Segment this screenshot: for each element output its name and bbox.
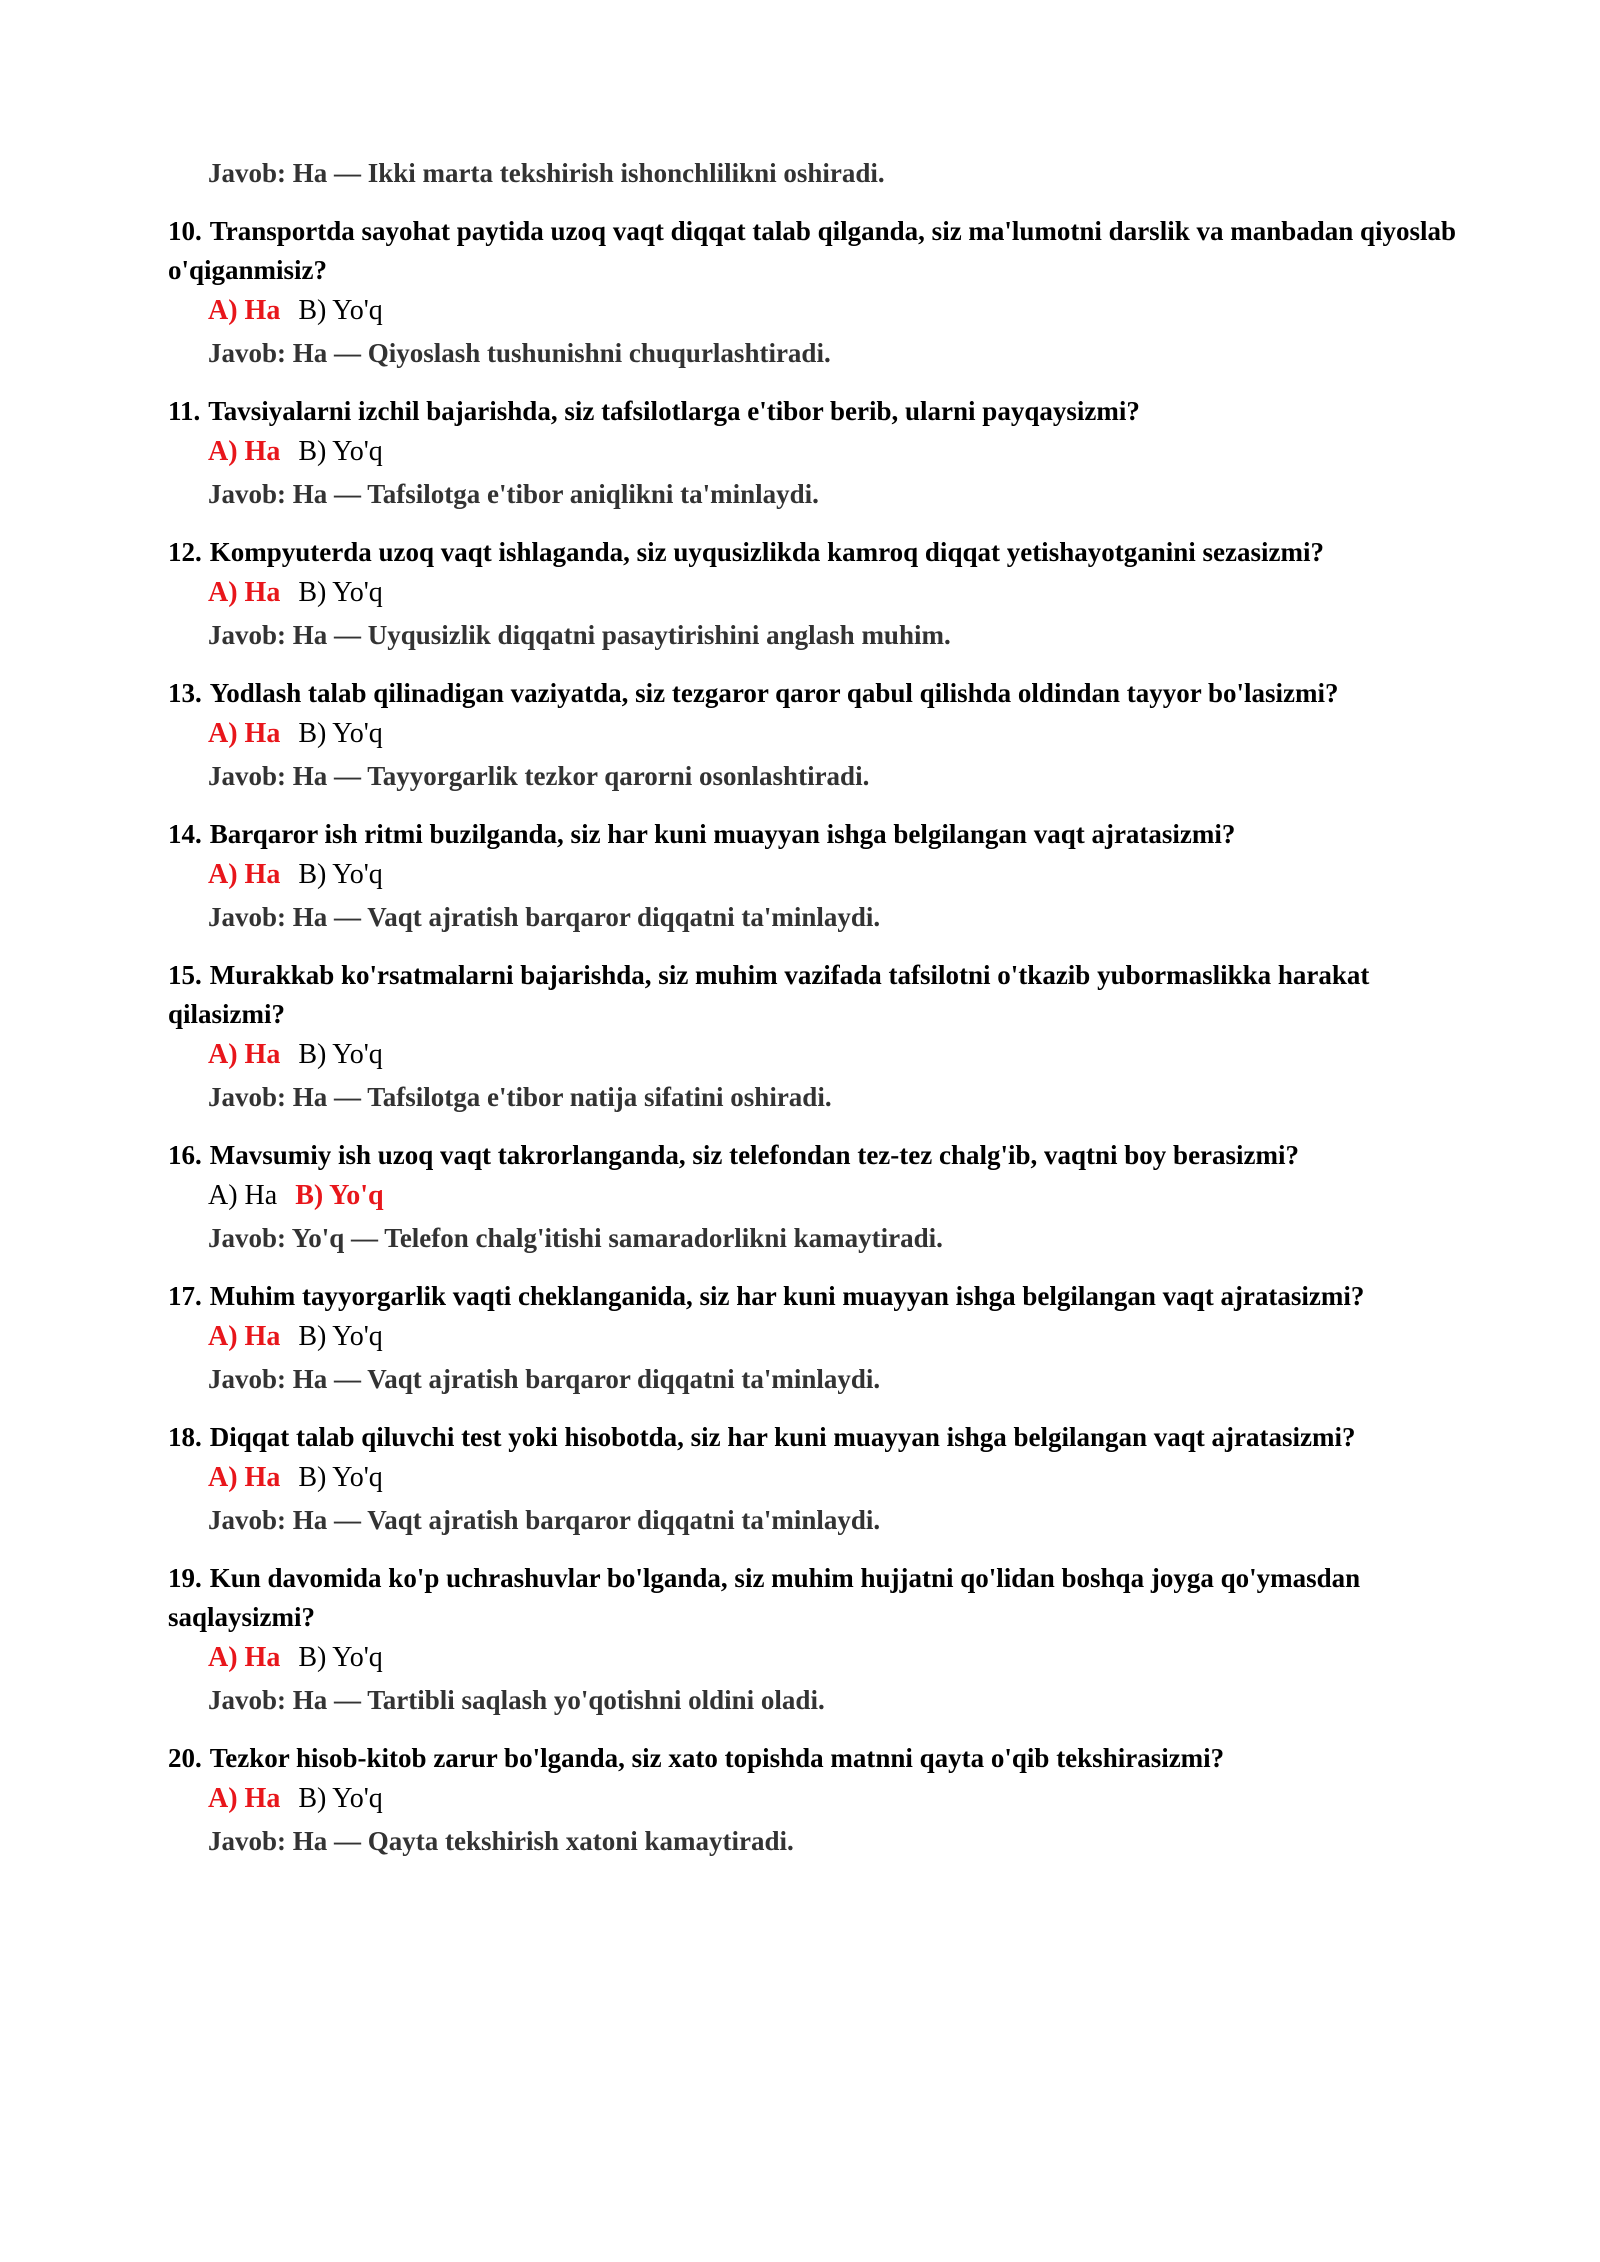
question-item [168,674,1458,797]
option-a[interactable]: A) Ha [208,1462,281,1493]
options-row [208,290,1458,332]
question-item [168,1418,1458,1541]
options-row [208,572,1458,614]
option-b[interactable]: B) Yo'q [298,577,383,608]
option-a[interactable]: A) Ha [208,1642,281,1673]
question-item [168,392,1458,515]
option-a[interactable]: A) Ha [208,295,281,326]
question-number: 12. [168,537,202,567]
question-number: 17. [168,1281,202,1311]
question-number: 18. [168,1422,202,1452]
question-number: 14. [168,819,202,849]
answer-line: Javob: Yo'q — Telefon chalg'itishi samaradorlikni kamaytiradi. [208,1223,943,1253]
answer-line: Javob: Ha — Qayta tekshirish xatoni kamaytiradi. [208,1826,794,1856]
answer-line: Javob: Ha — Tafsilotga e'tibor natija sifatini oshiradi. [208,1082,832,1112]
answer-line: Javob: Ha — Uyqusizlik diqqatni pasaytirishini anglash muhim. [208,620,951,650]
question-item [168,815,1458,938]
question-item [168,1559,1458,1721]
option-b[interactable]: B) Yo'q [298,1039,383,1070]
options-row [208,1457,1458,1499]
option-b[interactable]: B) Yo'q [298,295,383,326]
options-row [208,431,1458,473]
answer-line: Javob: Ha — Tafsilotga e'tibor aniqlikni ta'minlaydi. [208,479,819,509]
options-row [208,1637,1458,1679]
answer-line: Javob: Ha — Tayyorgarlik tezkor qarorni osonlashtiradi. [208,761,870,791]
question-number: 10. [168,216,202,246]
question-text-block [168,1136,1458,1175]
question-text: Diqqat talab qiluvchi test yoki hisobotda, siz har kuni muayyan ishga belgilangan vaqt ajratasizmi? [209,1422,1356,1452]
question-number: 20. [168,1743,202,1773]
question-text: Yodlash talab qilinadigan vaziyatda, siz tezgaror qaror qabul qilishda oldindan tayyor bo'lasizmi? [209,678,1339,708]
option-a[interactable]: A) Ha [208,1783,281,1814]
question-item [168,533,1458,656]
question-text: Muhim tayyorgarlik vaqti cheklanganida, siz har kuni muayyan ishga belgilangan vaqt ajratasizmi? [209,1281,1365,1311]
question-item [168,956,1458,1118]
question-item [168,212,1458,374]
question-text-block [168,1739,1458,1778]
option-a[interactable]: A) Ha [208,1180,278,1211]
quiz-content [168,150,1458,1862]
question-text-block [168,533,1458,572]
answer-line: Javob: Ha — Vaqt ajratish barqaror diqqatni ta'minlaydi. [208,902,881,932]
question-list [168,212,1458,1862]
option-b[interactable]: B) Yo'q [298,1321,383,1352]
question-text: Mavsumiy ish uzoq vaqt takrorlanganda, siz telefondan tez-tez chalg'ib, vaqtni boy berasizmi? [209,1140,1300,1170]
question-text-block [168,1277,1458,1316]
option-b[interactable]: B) Yo'q [295,1180,384,1211]
question-text: Tezkor hisob-kitob zarur bo'lganda, siz xato topishda matnni qayta o'qib tekshirasizmi? [209,1743,1225,1773]
option-b[interactable]: B) Yo'q [298,1462,383,1493]
options-row [208,1175,1458,1217]
option-b[interactable]: B) Yo'q [298,859,383,890]
options-row [208,1316,1458,1358]
option-b[interactable]: B) Yo'q [298,718,383,749]
option-b[interactable]: B) Yo'q [298,1642,383,1673]
question-text-block [168,956,1458,1034]
question-text-block [168,1559,1458,1637]
options-row [208,1034,1458,1076]
option-a[interactable]: A) Ha [208,718,281,749]
question-item [168,1739,1458,1862]
question-item [168,1136,1458,1259]
option-b[interactable]: B) Yo'q [298,436,383,467]
option-a[interactable]: A) Ha [208,859,281,890]
question-number: 15. [168,960,202,990]
answer-line: Javob: Ha — Vaqt ajratish barqaror diqqatni ta'minlaydi. [208,1364,881,1394]
question-text: Barqaror ish ritmi buzilganda, siz har kuni muayyan ishga belgilangan vaqt ajratasizmi? [209,819,1236,849]
option-a[interactable]: A) Ha [208,1321,281,1352]
question-number: 16. [168,1140,202,1170]
question-text: Kompyuterda uzoq vaqt ishlaganda, siz uyqusizlikda kamroq diqqat yetishayotganini sezasizmi? [209,537,1324,567]
question-text-block [168,212,1458,290]
question-item [168,1277,1458,1400]
question-number: 19. [168,1563,202,1593]
question-text: Kun davomida ko'p uchrashuvlar bo'lganda, siz muhim hujjatni qo'lidan boshqa joyga qo'ymasdan saqlaysizmi? [168,1563,1361,1632]
question-text-block [168,392,1458,431]
question-text-block [168,1418,1458,1457]
answer-line: Javob: Ha — Ikki marta tekshirish ishonchlilikni oshiradi. [208,158,885,188]
option-a[interactable]: A) Ha [208,1039,281,1070]
answer-line: Javob: Ha — Tartibli saqlash yo'qotishni oldini oladi. [208,1685,825,1715]
option-a[interactable]: A) Ha [208,577,281,608]
option-a[interactable]: A) Ha [208,436,281,467]
question-text-block [168,815,1458,854]
question-text-block [168,674,1458,713]
options-row [208,854,1458,896]
options-row [208,713,1458,755]
option-b[interactable]: B) Yo'q [298,1783,383,1814]
question-text: Tavsiyalarni izchil bajarishda, siz tafsilotlarga e'tibor berib, ularni payqaysizmi? [208,396,1140,426]
question-number: 11. [168,396,201,426]
question-text: Transportda sayohat paytida uzoq vaqt diqqat talab qilganda, siz ma'lumotni darslik va manbadan qiyoslab o'qiganmisiz? [168,216,1457,285]
answer-line: Javob: Ha — Vaqt ajratish barqaror diqqatni ta'minlaydi. [208,1505,881,1535]
question-text: Murakkab ko'rsatmalarni bajarishda, siz muhim vazifada tafsilotni o'tkazib yubormaslikka harakat qilasizmi? [168,960,1370,1029]
answer-line: Javob: Ha — Qiyoslash tushunishni chuqurlashtiradi. [208,338,831,368]
question-number: 13. [168,678,202,708]
options-row [208,1778,1458,1820]
